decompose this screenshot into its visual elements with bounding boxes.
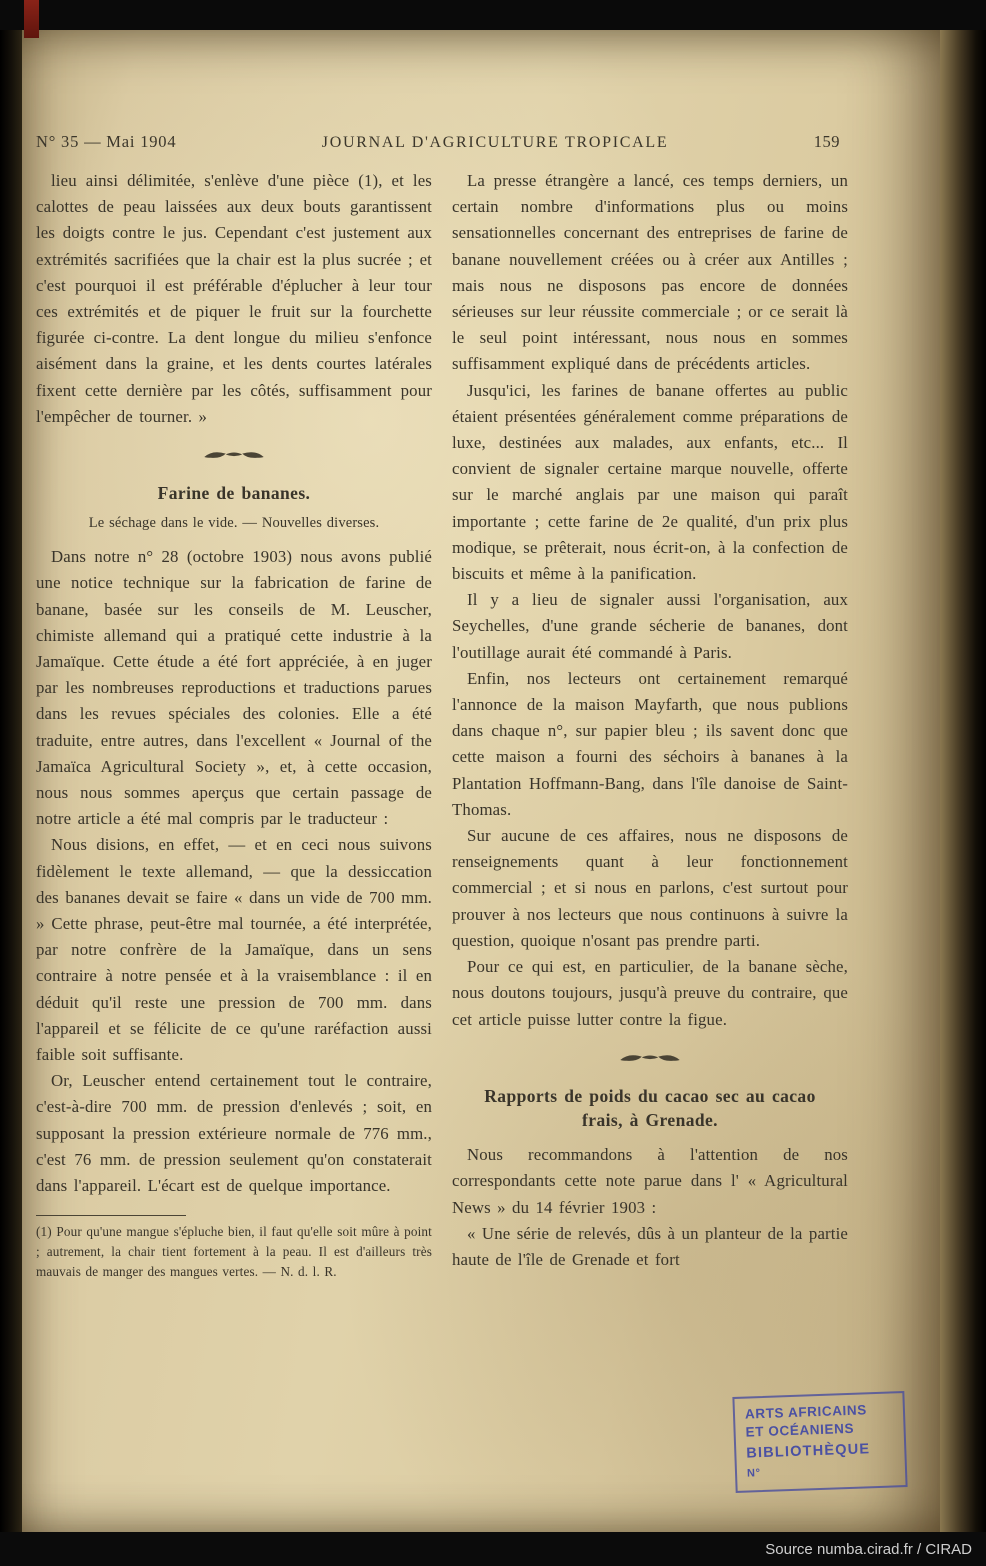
section-title-farine: Farine de bananes. <box>157 483 311 504</box>
issue-date: N° 35 — Mai 1904 <box>36 132 177 151</box>
fleuron-ornament <box>452 1047 848 1073</box>
page-number: 159 <box>813 132 840 151</box>
scan-left-edge <box>0 30 22 1532</box>
journal-title: JOURNAL D'AGRICULTURE TROPICALE <box>321 134 669 151</box>
paragraph: lieu ainsi délimitée, s'enlève d'une pièce (1), et les calottes de peau laissées aux deux bouts garantissent les doigts contre le jus. Cependant c'est justement aux extrémités sacrifiées que la chair est la plus sucrée ; et c'est pourquoi il est préférable d'éplucher à leur tour ces extrémités et de piquer le fruit sur la fourchette figurée ci-contre. La dent longue du milieu s'enfonce aisément dans la graine, et les dents courtes latérales fixent cette dernière par les côtés, suffisamment pour l'empêcher de tourner. » <box>36 171 432 426</box>
page-content <box>36 30 848 1282</box>
source-attribution: Source numba.cirad.fr / CIRAD <box>765 1540 972 1558</box>
footnote: (1) Pour qu'une mangue s'épluche bien, il faut qu'elle soit mûre à point ; autrement, la chair tient fortement à la peau. Il est d'ailleurs très mauvais de manger des mangues vertes. — N. d. l. R. <box>36 1224 432 1279</box>
paragraph: « Une série de relevés, dûs à un planteur de la partie haute de l'île de Grenade et fort <box>452 1223 848 1269</box>
paragraph: Nous recommandons à l'attention de nos correspondants cette note parue dans l' « Agricultural News » du 14 février 1903 : <box>452 1145 848 1217</box>
scan-right-edge <box>940 30 986 1532</box>
red-ribbon <box>24 0 39 38</box>
paragraph: La presse étrangère a lancé, ces temps derniers, un certain nombre d'informations plus ou moins sensationnelles concernant des entreprises de farine de banane nouvellement créées ou à créer aux Antilles ; mais nous ne disposons pas encore de données sérieuses sur leur réussite commerciale ; or ce serait là le seul point intéressant, nous nous en sommes suffisamment expliqué dans de précédents articles. <box>452 171 848 374</box>
scan-top-edge <box>0 0 986 30</box>
section-title-cacao: Rapports de poids du cacao sec au cacao frais, à Grenade. <box>484 1085 816 1130</box>
stamp-line: ARTS AFRICAINS <box>744 1402 868 1422</box>
paragraph: Dans notre n° 28 (octobre 1903) nous avons publié une notice technique sur la fabrication de farine de banane, basée sur les conseils de M. Leuscher, chimiste allemand qui a pratiqué cette industrie à la Jamaïque. Cette étude a été fort appréciée, à en juger par les nombreuses reproductions et traductions parues dans les revues spéciales des colonies. Elle a été traduite, entre autres, dans l'excellent « Journal of the Jamaïca Agricultural Society », et, à cette occasion, nous nous sommes aperçus que certain passage de notre article a été mal compris par le traducteur : <box>36 547 432 829</box>
paragraph: Or, Leuscher entend certainement tout le contraire, c'est-à-dire 700 mm. de pression d'enlevés ; soit, en supposant la pression extérieure normale de 776 mm., c'est 76 mm. de pression seulement qu'on constaterait dans l'appareil. L'écart est de quelque importance. <box>36 1071 432 1196</box>
right-paragraph-group <box>452 168 848 1033</box>
fleuron-icon <box>617 1050 683 1065</box>
paragraph: Sur aucune de ces affaires, nous ne disposons de renseignements quant à leur fonctionnement commercial ; et si nous en parlons, c'est surtout pour prouver à nos lecteurs que nous continuons à suivre la question, quoique n'osant pas prendre parti. <box>452 826 848 950</box>
fleuron-ornament <box>36 444 432 470</box>
left-column <box>36 168 432 1282</box>
paragraph: Il y a lieu de signaler aussi l'organisation, aux Seychelles, d'une grande sécherie de bananes, dont l'outillage aurait été commandé à Paris. <box>452 590 848 662</box>
two-column-layout <box>36 168 848 1282</box>
cacao-paragraph-group <box>452 1142 848 1273</box>
paragraph: Jusqu'ici, les farines de banane offertes au public étaient présentées généralement comme préparations de luxe, destinées aux malades, aux enfants, etc... Il convient de signaler certaine marque nouvelle, offerte sur le marché anglais par une maison qui paraît importante ; cette farine de 2e qualité, d'un prix plus modique, se prêterait, nous écrit-on, à la confection de biscuits et même à la panification. <box>452 380 848 584</box>
page-header <box>36 30 848 152</box>
paragraph: Enfin, nos lecteurs ont certainement remarqué l'annonce de la maison Mayfarth, que nous publions dans chaque n°, sur papier bleu ; ils savent donc que cette maison a fourni des séchoirs à bananes à la Plantation Hoffmann-Bang, dans l'île danoise de Saint-Thomas. <box>452 668 848 819</box>
paragraph: Nous disions, en effet, — et en ceci nous suivons fidèlement le texte allemand, — que la dessiccation des bananes devait se faire « dans un vide de 700 mm. » Cette phrase, peut-être mal tournée, a été interprétée, par notre confrère de la Jamaïque, dans un sens contraire à notre pensée et à la vraisemblance : il en déduit qu'il reste une pression de 700 mm. dans l'appareil et se félicite de ce qu'une raréfaction aussi faible soit suffisante. <box>36 835 432 1064</box>
paragraph: Pour ce qui est, en particulier, de la banane sèche, nous doutons toujours, jusqu'à preuve du contraire, que cet article puisse lutter contre la figue. <box>452 957 848 1029</box>
stamp-line: ET OCÉANIENS <box>745 1421 855 1440</box>
library-stamp <box>732 1391 907 1493</box>
stamp-line: BIBLIOTHÈQUE <box>746 1441 871 1463</box>
journal-page <box>22 30 940 1532</box>
section-subtitle: Le séchage dans le vide. — Nouvelles diverses. <box>88 514 380 531</box>
right-column <box>452 168 848 1282</box>
fleuron-icon <box>201 447 267 462</box>
stamp-line: N° <box>746 1467 761 1480</box>
left-paragraph-group <box>36 544 432 1199</box>
footnote-rule <box>36 1215 186 1216</box>
scan-bottom-edge <box>0 1532 986 1566</box>
